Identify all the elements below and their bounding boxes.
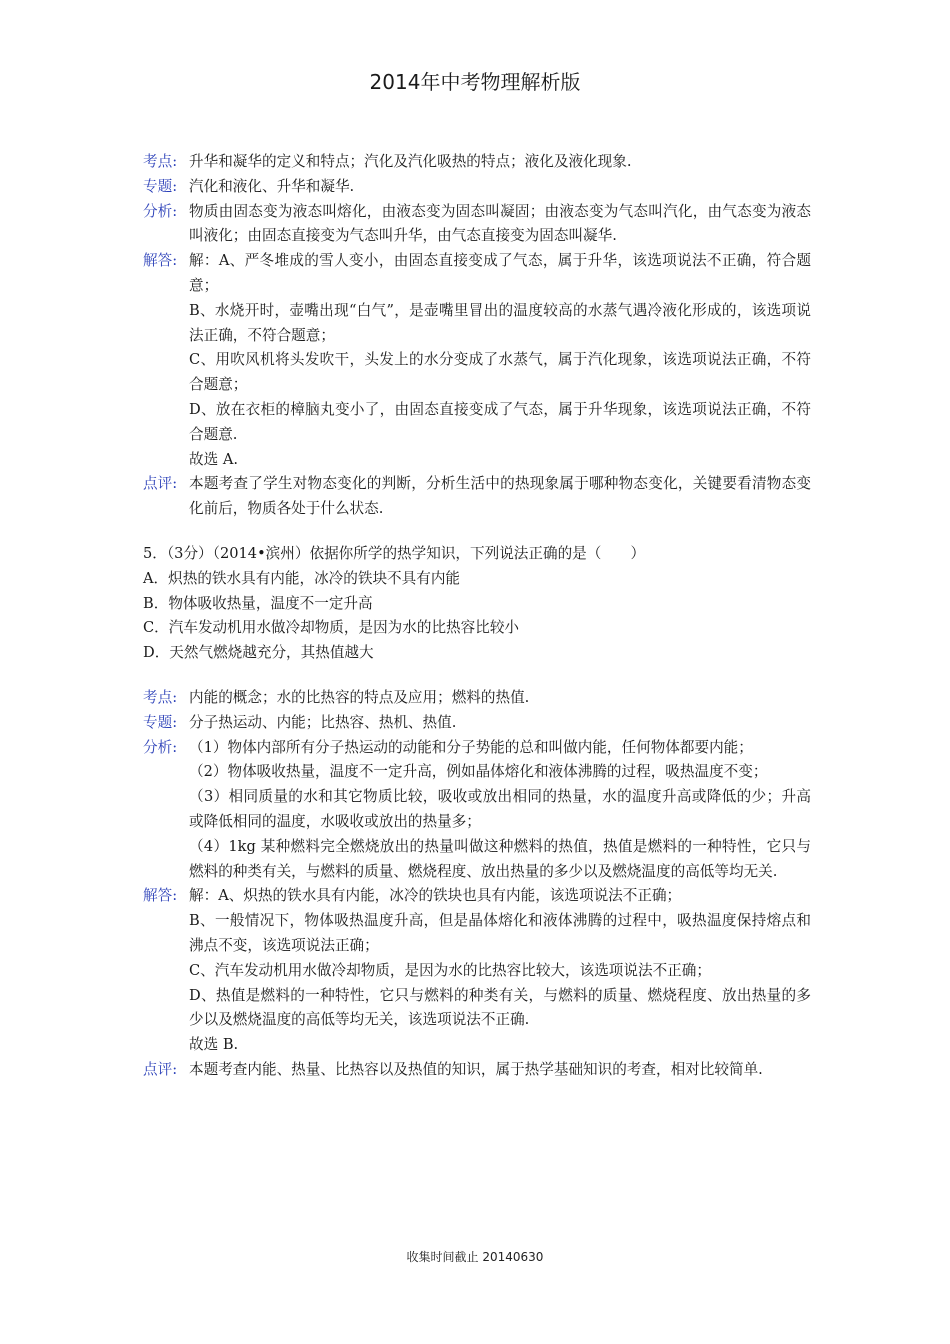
option-d: D．天然气燃烧越充分，其热值越大 (143, 644, 374, 662)
fenxi-label: 分析: (143, 202, 178, 220)
option-b: B．物体吸收热量，温度不一定升高 (143, 594, 373, 612)
jieda-line: 故选 B. (189, 1036, 239, 1054)
option-a: A．炽热的铁水具有内能，冰冷的铁块不具有内能 (143, 569, 461, 587)
q5-zhuanti (143, 711, 811, 736)
question-stem: 5．（3分）（2014•滨州）依据你所学的热学知识，下列说法正确的是（ ） (143, 544, 646, 562)
jieda-line: D、放在衣柜的樟脑丸变小了，由固态直接变成了气态，属于升华现象，该选项说法正确，不符合题意. (189, 400, 811, 443)
q5-kaodian (143, 686, 811, 711)
jieda-line: D、热值是燃料的一种特性，它只与燃料的种类有关，与燃料的质量、燃烧程度、放出热量的多少以及燃烧温度的高低等均无关，该选项说法不正确. (189, 986, 811, 1029)
dianping-label: 点评: (143, 475, 178, 493)
fenxi-line: （2）物体吸收热量，温度不一定升高，例如晶体熔化和液体沸腾的过程，吸热温度不变； (189, 763, 768, 781)
kaodian-text: 升华和凝华的定义和特点；汽化及汽化吸热的特点；液化及液化现象. (189, 153, 632, 170)
option-c: C．汽车发动机用水做冷却物质，是因为水的比热容比较小 (143, 619, 520, 637)
kaodian-text: 内能的概念；水的比热容的特点及应用；燃料的热值. (189, 688, 530, 706)
question-5 (143, 542, 811, 666)
zhuanti-label: 专题: (143, 713, 178, 731)
jieda-line: 故选 A. (189, 450, 239, 468)
fenxi-label: 分析: (143, 738, 178, 756)
page-footer: 收集时间截止 20140630 (406, 1250, 544, 1264)
fenxi-line: （3）相同质量的水和其它物质比较，吸收或放出相同的热量，水的温度升高或降低的少；升高或降低相同的温度，水吸收或放出的热量多； (189, 788, 811, 830)
jieda-line: B、一般情况下，物体吸热温度升高，但是晶体熔化和液体沸腾的过程中，吸热温度保持熔点和沸点不变，该选项说法正确； (189, 912, 811, 954)
jieda-label: 解答: (143, 252, 178, 270)
jieda-line: 解：A、炽热的铁水具有内能，冰冷的铁块也具有内能，该选项说法不正确； (189, 887, 682, 905)
q5-analysis (143, 686, 811, 1083)
zhuanti-label: 专题: (143, 177, 178, 195)
fenxi-line: 物质由固态变为液态叫熔化，由液态变为固态叫凝固；由液态变为气态叫汽化，由气态变为液态叫液化；由固态直接变为气态叫升华，由气态直接变为固态叫凝华. (189, 202, 811, 245)
jieda-body (189, 884, 811, 1058)
jieda-line: C、汽车发动机用水做冷却物质，是因为水的比热容比较大，该选项说法不正确； (189, 961, 711, 979)
kaodian-label: 考点: (143, 153, 178, 170)
zhuanti-text: 汽化和液化、升华和凝华. (189, 177, 355, 195)
q4-kaodian (143, 150, 811, 175)
fenxi-line: （4）1kg 某种燃料完全燃烧放出的热量叫做这种燃料的热值，热值是燃料的一种特性，它只与燃料的种类有关，与燃料的质量、燃烧程度、放出热量的多少以及燃烧温度的高低等均无关. (189, 837, 811, 880)
q5-dianping (143, 1058, 811, 1083)
jieda-label: 解答: (143, 887, 178, 905)
fenxi-body (189, 200, 811, 250)
kaodian-label: 考点: (143, 688, 178, 706)
q4-dianping (143, 472, 811, 522)
q4-zhuanti (143, 175, 811, 200)
jieda-line: B、水烧开时，壶嘴出现“白气”，是壶嘴里冒出的温度较高的水蒸气遇冷液化形成的，该选项说法正确，不符合题意； (189, 301, 811, 344)
q5-jieda (143, 884, 811, 1058)
q5-fenxi (143, 736, 811, 885)
fenxi-body (189, 736, 811, 885)
document-content (143, 150, 811, 1083)
q4-analysis (143, 150, 811, 522)
jieda-line: 解：A、严冬堆成的雪人变小，由固态直接变成了气态，属于升华，该选项说法不正确，符合题意； (189, 252, 811, 294)
jieda-line: C、用吹风机将头发吹干，头发上的水分变成了水蒸气，属于汽化现象，该选项说法正确，不符合题意； (189, 351, 811, 394)
q4-jieda (143, 249, 811, 472)
jieda-body (189, 249, 811, 472)
dianping-text: 本题考查了学生对物态变化的判断，分析生活中的热现象属于哪种物态变化，关键要看清物态变化前后，物质各处于什么状态. (189, 475, 811, 518)
q4-fenxi (143, 200, 811, 250)
dianping-label: 点评: (143, 1060, 178, 1078)
fenxi-line: （1）物体内部所有分子热运动的动能和分子势能的总和叫做内能，任何物体都要内能； (189, 738, 753, 756)
dianping-text: 本题考查内能、热量、比热容以及热值的知识，属于热学基础知识的考查，相对比较简单. (189, 1060, 763, 1078)
zhuanti-text: 分子热运动、内能；比热容、热机、热值. (189, 713, 457, 731)
page-title: 2014年中考物理解析版 (369, 70, 581, 94)
